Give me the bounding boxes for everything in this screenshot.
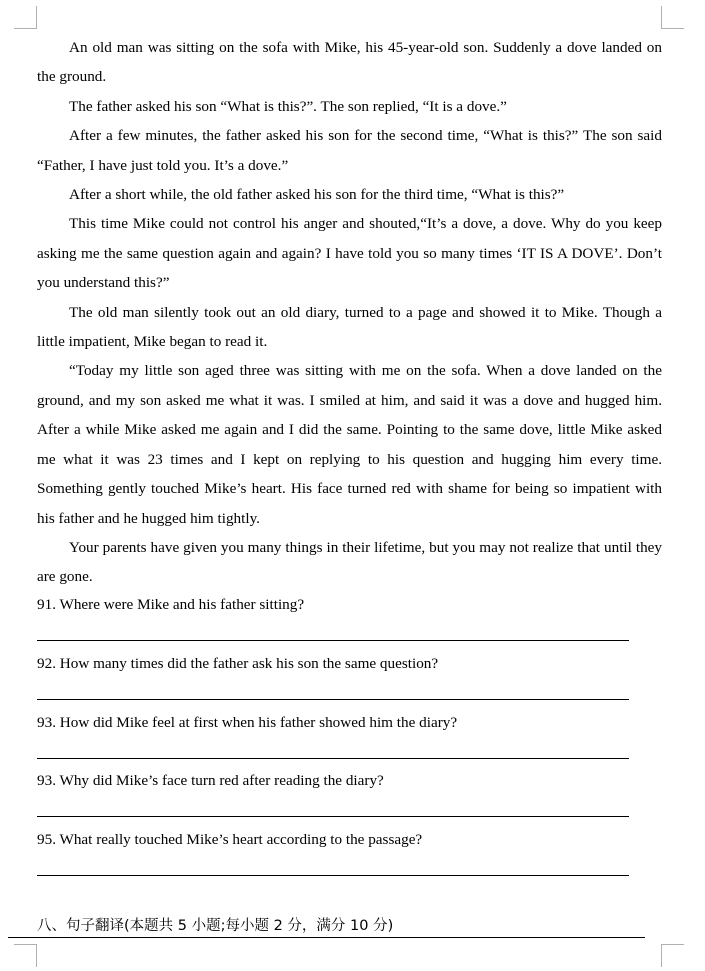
question-text: 92. How many times did the father ask his son the same question? xyxy=(37,654,439,672)
passage-paragraph: An old man was sitting on the sofa with Mike, his 45-year-old son. Suddenly a dove landed on the ground. xyxy=(37,39,662,86)
passage-paragraph: “Today my little son aged three was sitting with me on the sofa. When a dove landed on the ground, and my son asked me what it was. I smiled at him, and said it was a dove and hugged him. After a while Mike asked me again and I did the same. Pointing to the same dove, little Mike asked me what it was 23 times and I kept on replying to his question and hugging him every time. Something gently touched Mike’s heart. His face turned red with shame for being so impatient with his father and he hugged him tightly. xyxy=(37,362,662,527)
answer-line[interactable] xyxy=(37,640,629,641)
section-heading: 八、句子翻译(本题共 5 小题;每小题 2 分，满分 10 分) xyxy=(37,918,394,934)
answer-line[interactable] xyxy=(37,816,629,817)
answer-line[interactable] xyxy=(37,699,629,700)
question-item xyxy=(37,766,662,825)
question-list xyxy=(37,590,662,884)
page-corner-bottom-right xyxy=(661,944,684,967)
page-corner-top-right xyxy=(661,6,684,29)
passage-paragraph: After a few minutes, the father asked his son for the second time, “What is this?” The son said “Father, I have just told you. It’s a dove.” xyxy=(37,127,662,174)
question-text: 93. Why did Mike’s face turn red after reading the diary? xyxy=(37,772,384,790)
question-item xyxy=(37,590,662,649)
passage-paragraph: The old man silently took out an old diary, turned to a page and showed it to Mike. Though a little impatient, Mike began to read it. xyxy=(37,303,662,351)
question-item xyxy=(37,708,662,767)
question-item xyxy=(37,825,662,884)
page-corner-top-left xyxy=(14,6,37,29)
question-text: 93. How did Mike feel at first when his father showed him the diary? xyxy=(37,713,458,731)
answer-line[interactable] xyxy=(37,875,629,876)
passage-paragraph: After a short while, the old father asked his son for the third time, “What is this?” xyxy=(69,186,565,204)
passage-paragraph: This time Mike could not control his anger and shouted,“It’s a dove, a dove. Why do you keep asking me the same question again and again? I have told you so many times ‘IT IS A DOVE’. Don’t you understand this?” xyxy=(37,215,662,292)
answer-line[interactable] xyxy=(37,758,629,759)
question-item xyxy=(37,649,662,708)
page-corner-bottom-left xyxy=(14,944,37,967)
passage-paragraph: The father asked his son “What is this?”. The son replied, “It is a dove.” xyxy=(69,97,507,115)
reading-passage xyxy=(37,33,662,592)
question-text: 91. Where were Mike and his father sitting? xyxy=(37,596,305,613)
question-text: 95. What really touched Mike’s heart according to the passage? xyxy=(37,831,423,849)
passage-paragraph: Your parents have given you many things in their lifetime, but you may not realize that until they are gone. xyxy=(37,538,662,586)
section-divider xyxy=(8,937,645,938)
